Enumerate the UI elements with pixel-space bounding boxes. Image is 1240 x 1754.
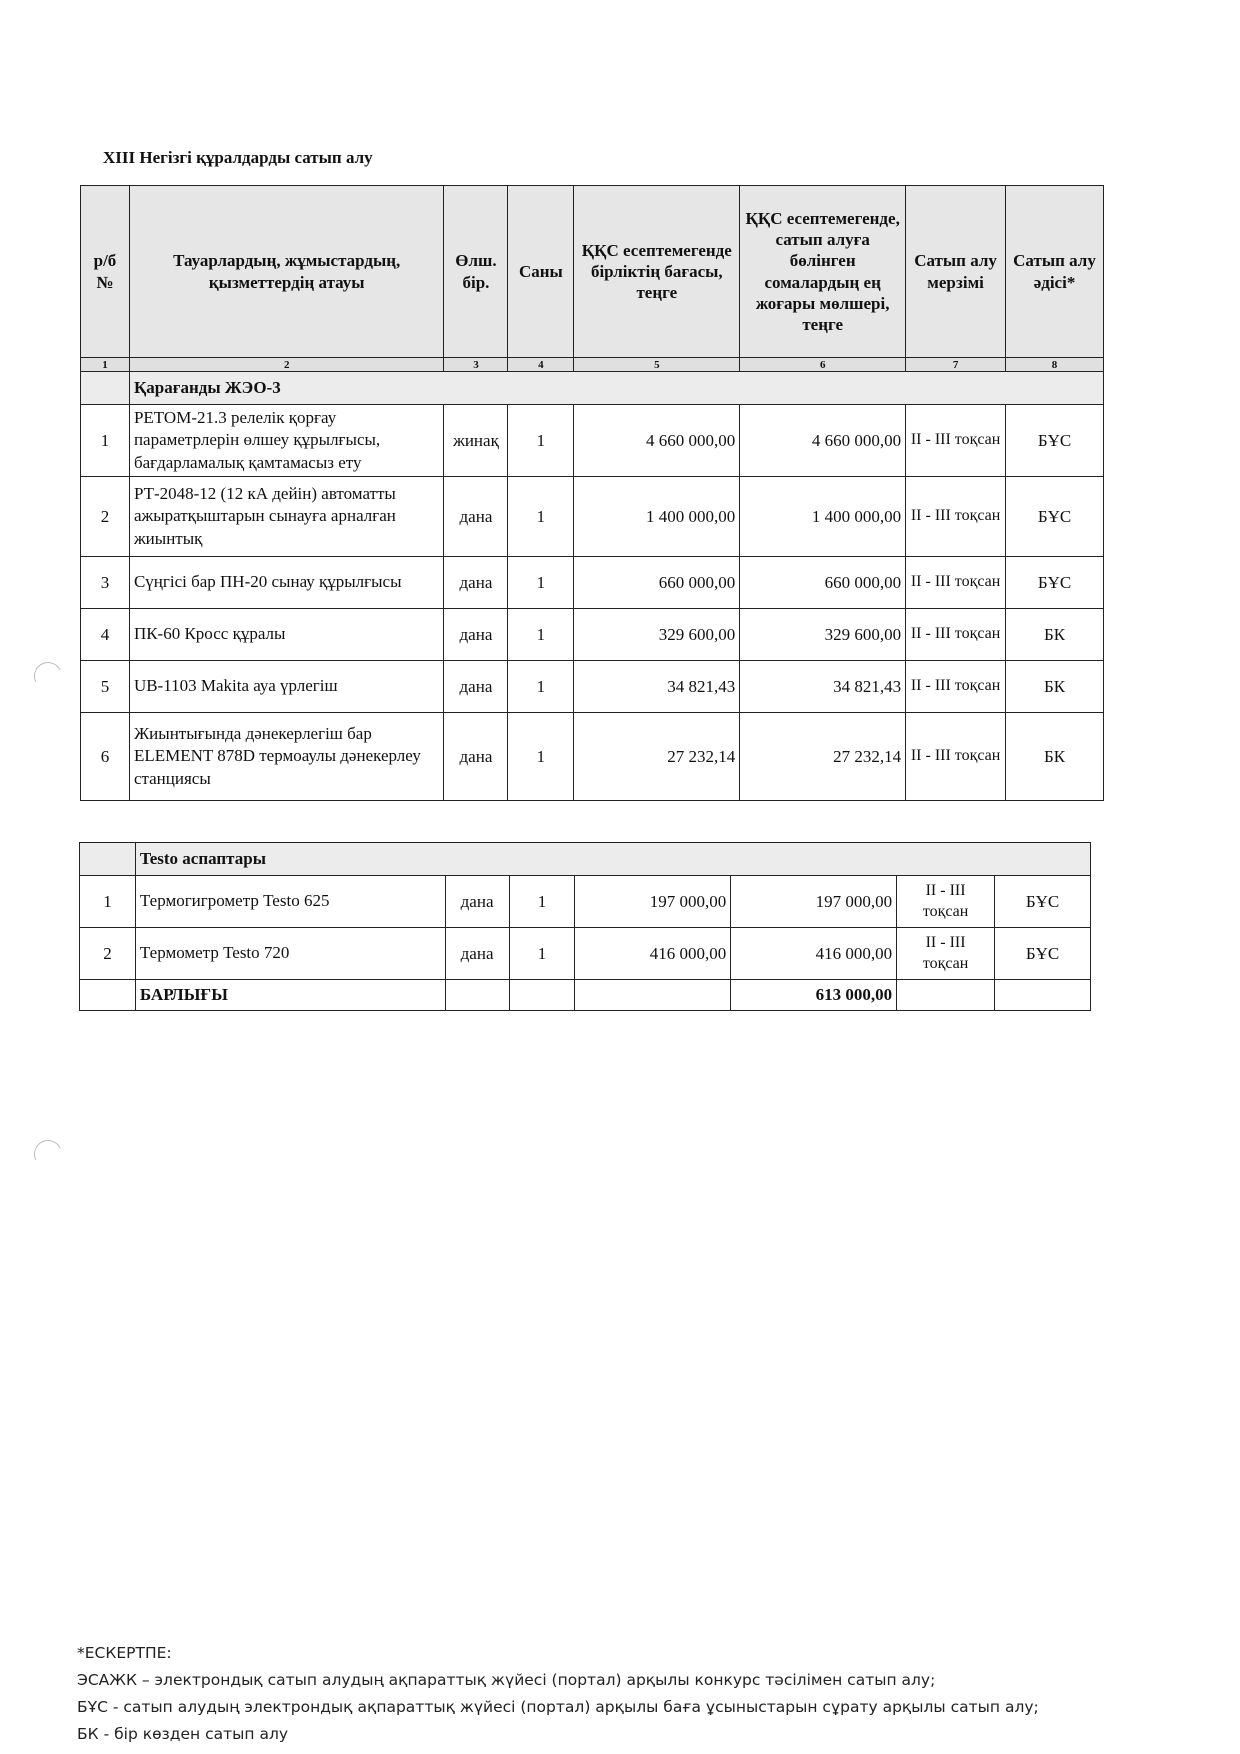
item-qty: 1 [508, 661, 574, 713]
note-line: БҰС - сатып алудың электрондық ақпараттық жүйесі (портал) арқылы баға ұсыныстарын сұрату арқылы сатып алу; [77, 1698, 1039, 1716]
total-value: 613 000,00 [731, 980, 897, 1011]
item-method: БҰС [1006, 477, 1104, 557]
col-number: 1 [81, 358, 130, 372]
header-method: Сатып алу әдісі* [1006, 186, 1104, 358]
item-price: 34 821,43 [574, 661, 740, 713]
table-row [81, 713, 1104, 801]
col-number: 5 [574, 358, 740, 372]
item-price: 4 660 000,00 [574, 405, 740, 477]
item-period: II - III тоқсан [906, 477, 1006, 557]
procurement-table-1 [80, 185, 1104, 801]
row-number: 4 [81, 609, 130, 661]
item-qty: 1 [509, 928, 575, 980]
header-price: ҚҚС есептемегенде бірліктің бағасы, теңге [574, 186, 740, 358]
row-number: 3 [81, 557, 130, 609]
table-row [81, 661, 1104, 713]
header-num: р/б № [81, 186, 130, 358]
item-period: II - III тоқсан [906, 557, 1006, 609]
table-row [81, 405, 1104, 477]
item-unit: дана [444, 713, 508, 801]
procurement-table-2 [79, 842, 1091, 1011]
item-method: БК [1006, 713, 1104, 801]
note-line: БК - бір көзден сатып алу [77, 1725, 289, 1743]
col-number: 8 [1006, 358, 1104, 372]
item-name: РЕТОМ-21.3 релелік қорғау параметрлерін өлшеу құрылғысы, бағдарламалық қамтамасыз ету [129, 405, 444, 477]
item-name: Термометр Testo 720 [135, 928, 445, 980]
notes-title: *ЕСКЕРТПЕ: [77, 1644, 172, 1662]
table-row [80, 876, 1091, 928]
item-period: II - III тоқсан [906, 609, 1006, 661]
item-period: II - III тоқсан [897, 928, 995, 980]
item-unit: дана [445, 928, 509, 980]
item-unit: дана [444, 661, 508, 713]
item-method: БК [1006, 661, 1104, 713]
item-amount: 660 000,00 [740, 557, 906, 609]
item-name: Жиынтығында дәнекерлегіш бар ELEMENT 878D термоаулы дәнекерлеу станциясы [129, 713, 444, 801]
item-price: 329 600,00 [574, 609, 740, 661]
item-method: БК [1006, 609, 1104, 661]
col-number: 7 [906, 358, 1006, 372]
table-row [80, 928, 1091, 980]
item-amount: 27 232,14 [740, 713, 906, 801]
item-amount: 34 821,43 [740, 661, 906, 713]
header-name: Тауарлардың, жұмыстардың, қызметтердің атауы [129, 186, 444, 358]
header-amount: ҚҚС есептемегенде, сатып алуға бөлінген сомалардың ең жоғары мөлшері, теңге [740, 186, 906, 358]
item-qty: 1 [508, 405, 574, 477]
item-name: Термогигрометр Testo 625 [135, 876, 445, 928]
group-row [81, 372, 1104, 405]
item-period: II - III тоқсан [906, 713, 1006, 801]
header-period: Сатып алу мерзімі [906, 186, 1006, 358]
col-number: 4 [508, 358, 574, 372]
item-period: II - III тоқсан [906, 405, 1006, 477]
col-number: 3 [444, 358, 508, 372]
table-row [81, 477, 1104, 557]
punch-hole-bottom [30, 1136, 66, 1172]
item-unit: жинақ [444, 405, 508, 477]
row-number: 1 [81, 405, 130, 477]
header-unit: Өлш. бір. [444, 186, 508, 358]
item-qty: 1 [508, 609, 574, 661]
item-price: 1 400 000,00 [574, 477, 740, 557]
row-number: 2 [81, 477, 130, 557]
total-row [80, 980, 1091, 1011]
item-name: РТ-2048-12 (12 кА дейін) автоматты ажыратқыштарын сынауға арналған жиынтық [129, 477, 444, 557]
punch-hole-top [30, 658, 66, 694]
group-row [80, 843, 1091, 876]
item-method: БҰС [1006, 405, 1104, 477]
footnotes [77, 1640, 1039, 1748]
row-number: 6 [81, 713, 130, 801]
item-qty: 1 [509, 876, 575, 928]
table-row [81, 609, 1104, 661]
item-method: БҰС [995, 876, 1091, 928]
item-amount: 4 660 000,00 [740, 405, 906, 477]
note-line: ЭСАЖК – электрондық сатып алудың ақпараттық жүйесі (портал) арқылы конкурс тәсілімен сатып алу; [77, 1671, 936, 1689]
item-method: БҰС [995, 928, 1091, 980]
row-number: 1 [80, 876, 136, 928]
item-qty: 1 [508, 557, 574, 609]
item-unit: дана [445, 876, 509, 928]
item-method: БҰС [1006, 557, 1104, 609]
item-name: Сүңгісі бар ПН-20 сынау құрылғысы [129, 557, 444, 609]
item-price: 197 000,00 [575, 876, 731, 928]
group-title: Testo аспаптары [135, 843, 1090, 876]
group-title: Қарағанды ЖЭО-3 [129, 372, 1103, 405]
table-row [81, 557, 1104, 609]
item-period: II - III тоқсан [897, 876, 995, 928]
item-qty: 1 [508, 713, 574, 801]
item-unit: дана [444, 609, 508, 661]
item-amount: 329 600,00 [740, 609, 906, 661]
header-qty: Саны [508, 186, 574, 358]
column-number-row [81, 358, 1104, 372]
item-amount: 197 000,00 [731, 876, 897, 928]
item-price: 660 000,00 [574, 557, 740, 609]
section-title: XIII Негізгі құралдарды сатып алу [103, 148, 373, 167]
item-unit: дана [444, 477, 508, 557]
total-label: БАРЛЫҒЫ [135, 980, 445, 1011]
item-amount: 416 000,00 [731, 928, 897, 980]
item-price: 27 232,14 [574, 713, 740, 801]
row-number: 2 [80, 928, 136, 980]
item-period: II - III тоқсан [906, 661, 1006, 713]
col-number: 2 [129, 358, 444, 372]
item-qty: 1 [508, 477, 574, 557]
col-number: 6 [740, 358, 906, 372]
item-unit: дана [444, 557, 508, 609]
item-name: ПК-60 Кросс құралы [129, 609, 444, 661]
item-price: 416 000,00 [575, 928, 731, 980]
item-name: UB-1103 Makita ауа үрлегіш [129, 661, 444, 713]
row-number: 5 [81, 661, 130, 713]
item-amount: 1 400 000,00 [740, 477, 906, 557]
